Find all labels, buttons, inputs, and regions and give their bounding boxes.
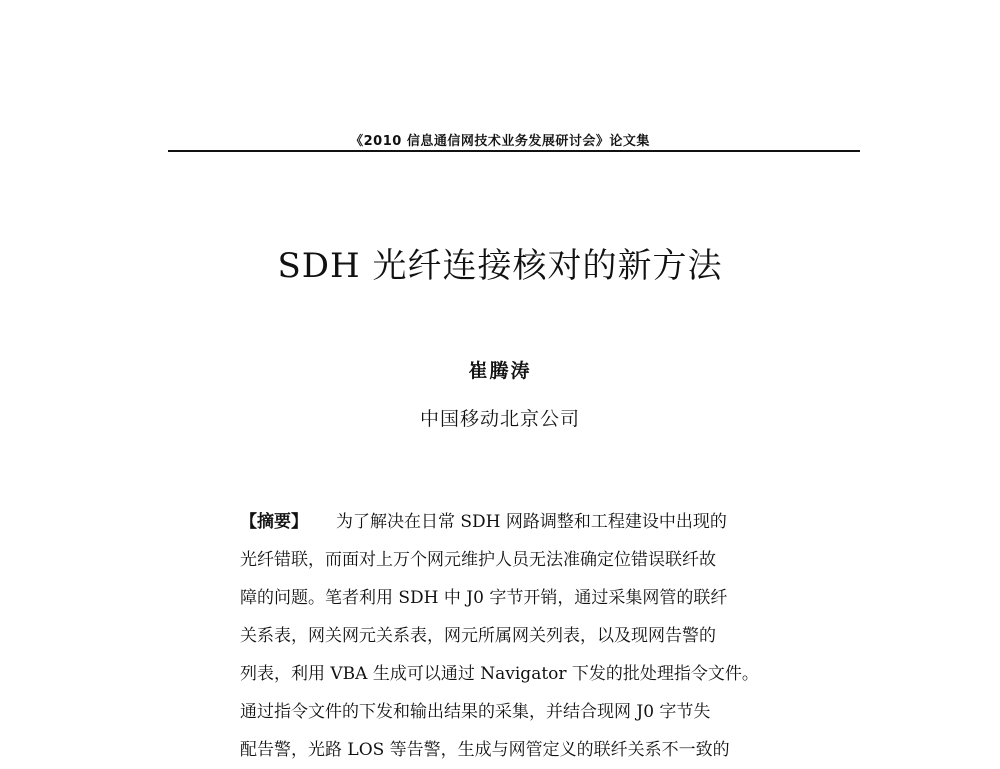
abstract-line: 通过指令文件的下发和输出结果的采集，并结合现网 J0 字节失 xyxy=(240,702,711,722)
author-affiliation: 中国移动北京公司 xyxy=(419,408,580,430)
paper-title: SDH 光纤连接核对的新方法 xyxy=(277,246,723,286)
abstract-line: 列表，利用 VBA 生成可以通过 Navigator 下发的批处理指令文件。 xyxy=(240,664,759,684)
abstract-text: 为了解决在日常 SDH 网路调整和工程建设中出现的 xyxy=(336,512,727,532)
running-header: 《2010 信息通信网技术业务发展研讨会》论文集 xyxy=(350,134,650,149)
abstract-line: 配告警，光路 LOS 等告警，生成与网管定义的联纤关系不一致的 xyxy=(240,740,730,760)
abstract-line: 关系表，网关网元关系表，网元所属网关列表，以及现网告警的 xyxy=(240,626,716,646)
abstract-line: 障的问题。笔者利用 SDH 中 J0 字节开销，通过采集网管的联纤 xyxy=(240,588,728,608)
abstract-line xyxy=(240,503,785,541)
author-name: 崔腾涛 xyxy=(468,360,532,382)
abstract xyxy=(240,503,785,769)
header-rule xyxy=(168,150,860,152)
abstract-line: 光纤错联，而面对上万个网元维护人员无法准确定位错误联纤故 xyxy=(240,550,716,570)
abstract-label: 【摘要】 xyxy=(240,512,308,532)
